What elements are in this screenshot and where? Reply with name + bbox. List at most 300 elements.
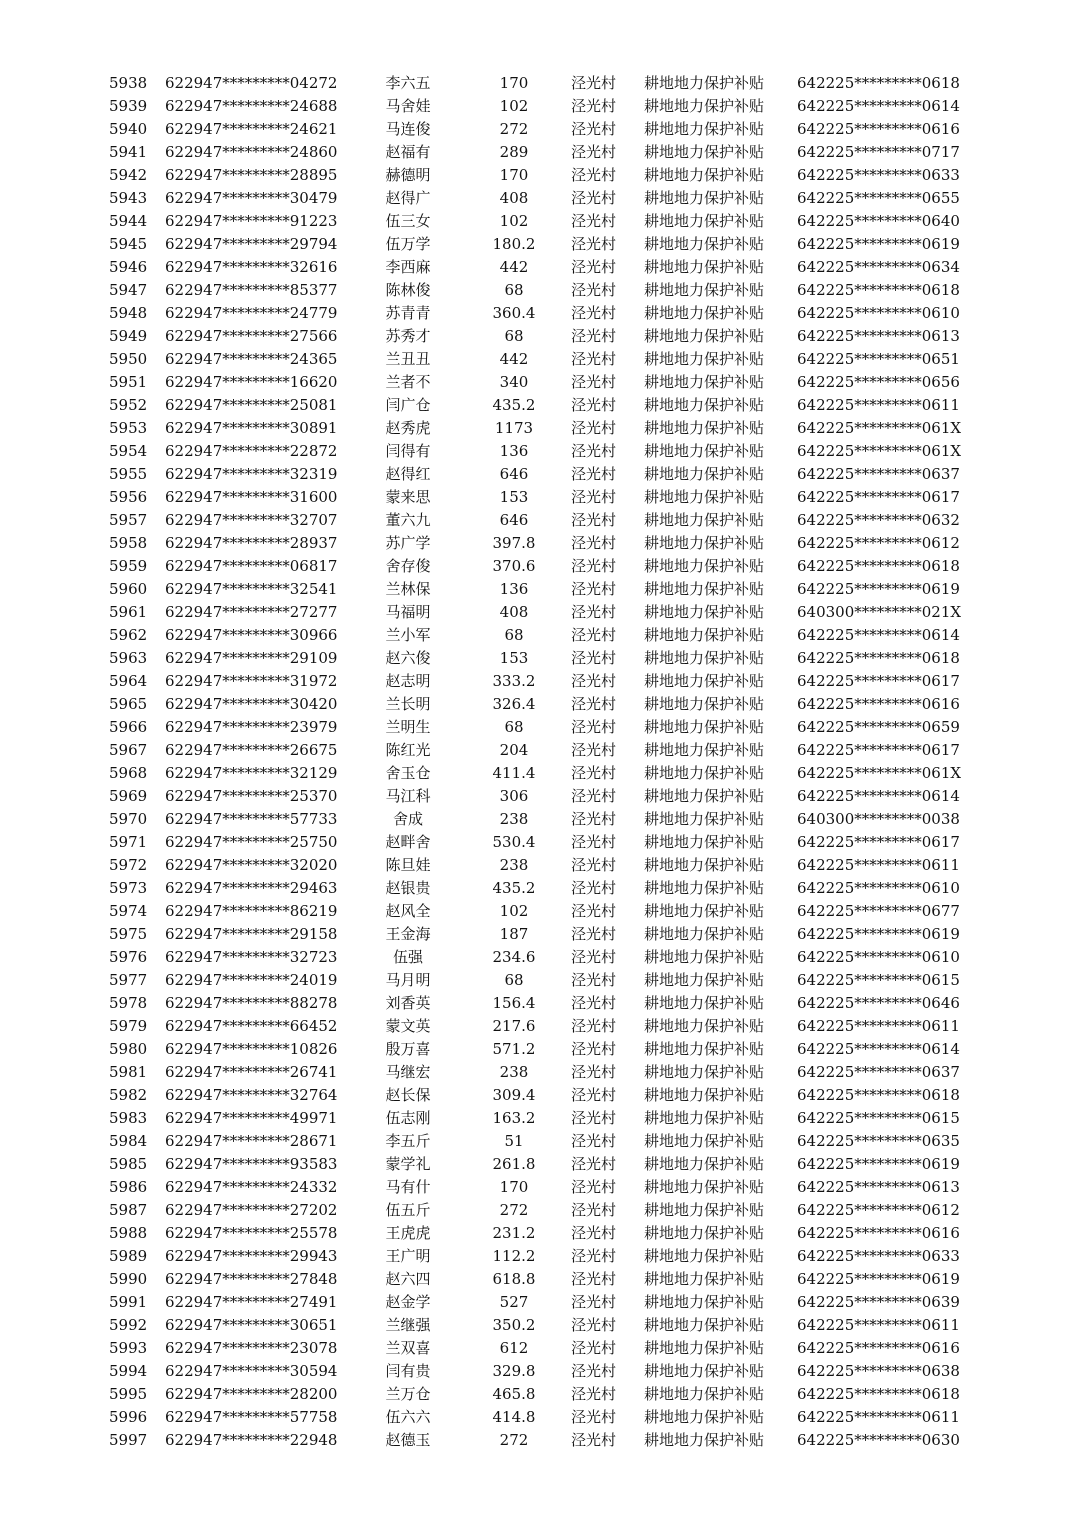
subsidy-type: 耕地地力保护补贴 [644, 649, 765, 667]
row-number: 5988 [109, 1224, 148, 1242]
recipient-name: 兰丑丑 [385, 350, 431, 368]
subsidy-amount: 102 [499, 902, 529, 920]
row-number: 5969 [109, 787, 148, 805]
subsidy-type: 耕地地力保护补贴 [644, 810, 765, 828]
subsidy-table [0, 72, 1074, 1452]
table-row [0, 624, 1074, 647]
bank-card-number: 622947*********24332 [165, 1178, 338, 1196]
subsidy-amount: 231.2 [492, 1224, 536, 1242]
recipient-name: 兰万仓 [385, 1385, 431, 1403]
table-row [0, 1383, 1074, 1406]
id-card-number: 642225*********0610 [797, 948, 960, 966]
bank-card-number: 622947*********16620 [165, 373, 338, 391]
recipient-name: 刘香英 [385, 994, 431, 1012]
row-number: 5960 [109, 580, 148, 598]
row-number: 5968 [109, 764, 148, 782]
id-card-number: 642225*********0632 [797, 511, 960, 529]
table-row [0, 1429, 1074, 1452]
recipient-name: 蒙学礼 [385, 1155, 431, 1173]
row-number: 5970 [109, 810, 148, 828]
subsidy-amount: 170 [499, 74, 529, 92]
subsidy-amount: 527 [499, 1293, 529, 1311]
id-card-number: 642225*********061X [797, 419, 962, 437]
bank-card-number: 622947*********32020 [165, 856, 338, 874]
subsidy-amount: 326.4 [492, 695, 536, 713]
village-name: 泾光村 [571, 718, 617, 736]
subsidy-amount: 618.8 [492, 1270, 536, 1288]
recipient-name: 马连俊 [385, 120, 431, 138]
subsidy-type: 耕地地力保护补贴 [644, 212, 765, 230]
row-number: 5973 [109, 879, 148, 897]
table-row [0, 486, 1074, 509]
bank-card-number: 622947*********10826 [165, 1040, 338, 1058]
subsidy-type: 耕地地力保护补贴 [644, 258, 765, 276]
id-card-number: 642225*********0619 [797, 235, 960, 253]
row-number: 5959 [109, 557, 148, 575]
subsidy-type: 耕地地力保护补贴 [644, 120, 765, 138]
bank-card-number: 622947*********24621 [165, 120, 338, 138]
row-number: 5943 [109, 189, 148, 207]
village-name: 泾光村 [571, 1293, 617, 1311]
village-name: 泾光村 [571, 741, 617, 759]
subsidy-type: 耕地地力保护补贴 [644, 1385, 765, 1403]
subsidy-type: 耕地地力保护补贴 [644, 580, 765, 598]
recipient-name: 兰长明 [385, 695, 431, 713]
subsidy-type: 耕地地力保护补贴 [644, 1063, 765, 1081]
subsidy-type: 耕地地力保护补贴 [644, 557, 765, 575]
subsidy-amount: 238 [499, 810, 529, 828]
table-row [0, 1337, 1074, 1360]
bank-card-number: 622947*********22872 [165, 442, 338, 460]
subsidy-amount: 289 [499, 143, 529, 161]
table-row [0, 877, 1074, 900]
bank-card-number: 622947*********30594 [165, 1362, 338, 1380]
row-number: 5952 [109, 396, 148, 414]
row-number: 5945 [109, 235, 148, 253]
subsidy-amount: 350.2 [492, 1316, 536, 1334]
village-name: 泾光村 [571, 971, 617, 989]
recipient-name: 兰双喜 [385, 1339, 431, 1357]
subsidy-type: 耕地地力保护补贴 [644, 166, 765, 184]
village-name: 泾光村 [571, 1109, 617, 1127]
subsidy-amount: 68 [504, 971, 524, 989]
village-name: 泾光村 [571, 143, 617, 161]
recipient-name: 伍三女 [385, 212, 431, 230]
subsidy-type: 耕地地力保护补贴 [644, 1362, 765, 1380]
recipient-name: 陈旦娃 [385, 856, 431, 874]
recipient-name: 兰继强 [385, 1316, 431, 1334]
bank-card-number: 622947*********26675 [165, 741, 338, 759]
table-row [0, 532, 1074, 555]
subsidy-amount: 411.4 [492, 764, 536, 782]
id-card-number: 642225*********0639 [797, 1293, 960, 1311]
id-card-number: 642225*********0618 [797, 74, 960, 92]
village-name: 泾光村 [571, 1201, 617, 1219]
recipient-name: 马舍娃 [385, 97, 431, 115]
subsidy-amount: 360.4 [492, 304, 536, 322]
subsidy-amount: 170 [499, 166, 529, 184]
bank-card-number: 622947*********25750 [165, 833, 338, 851]
bank-card-number: 622947*********32541 [165, 580, 338, 598]
row-number: 5954 [109, 442, 148, 460]
village-name: 泾光村 [571, 258, 617, 276]
table-row [0, 1314, 1074, 1337]
village-name: 泾光村 [571, 1132, 617, 1150]
village-name: 泾光村 [571, 419, 617, 437]
recipient-name: 苏秀才 [385, 327, 431, 345]
subsidy-type: 耕地地力保护补贴 [644, 948, 765, 966]
subsidy-type: 耕地地力保护补贴 [644, 1247, 765, 1265]
id-card-number: 642225*********0612 [797, 534, 960, 552]
subsidy-amount: 414.8 [492, 1408, 536, 1426]
id-card-number: 642225*********0717 [797, 143, 960, 161]
table-row [0, 762, 1074, 785]
village-name: 泾光村 [571, 787, 617, 805]
village-name: 泾光村 [571, 1224, 617, 1242]
recipient-name: 兰者不 [385, 373, 431, 391]
village-name: 泾光村 [571, 465, 617, 483]
recipient-name: 马有什 [385, 1178, 431, 1196]
row-number: 5980 [109, 1040, 148, 1058]
row-number: 5942 [109, 166, 148, 184]
recipient-name: 苏青青 [385, 304, 431, 322]
bank-card-number: 622947*********26741 [165, 1063, 338, 1081]
id-card-number: 642225*********0635 [797, 1132, 960, 1150]
table-row [0, 1176, 1074, 1199]
subsidy-type: 耕地地力保护补贴 [644, 787, 765, 805]
bank-card-number: 622947*********32319 [165, 465, 338, 483]
bank-card-number: 622947*********32129 [165, 764, 338, 782]
bank-card-number: 622947*********57733 [165, 810, 338, 828]
bank-card-number: 622947*********27848 [165, 1270, 338, 1288]
table-row [0, 739, 1074, 762]
subsidy-amount: 68 [504, 327, 524, 345]
recipient-name: 王虎虎 [385, 1224, 431, 1242]
table-row [0, 647, 1074, 670]
recipient-name: 李西麻 [385, 258, 431, 276]
table-row [0, 394, 1074, 417]
table-row [0, 440, 1074, 463]
village-name: 泾光村 [571, 166, 617, 184]
table-row [0, 1084, 1074, 1107]
subsidy-type: 耕地地力保护补贴 [644, 350, 765, 368]
recipient-name: 李五斤 [385, 1132, 431, 1150]
id-card-number: 642225*********0618 [797, 1385, 960, 1403]
subsidy-amount: 306 [499, 787, 529, 805]
recipient-name: 赫德明 [385, 166, 431, 184]
table-row [0, 1245, 1074, 1268]
subsidy-amount: 68 [504, 626, 524, 644]
row-number: 5946 [109, 258, 148, 276]
table-row [0, 1199, 1074, 1222]
row-number: 5975 [109, 925, 148, 943]
recipient-name: 王金海 [385, 925, 431, 943]
id-card-number: 642225*********0610 [797, 879, 960, 897]
recipient-name: 伍六六 [385, 1408, 431, 1426]
subsidy-type: 耕地地力保护补贴 [644, 1270, 765, 1288]
id-card-number: 642225*********0615 [797, 971, 960, 989]
bank-card-number: 622947*********86219 [165, 902, 338, 920]
village-name: 泾光村 [571, 373, 617, 391]
id-card-number: 642225*********0634 [797, 258, 960, 276]
table-row [0, 95, 1074, 118]
subsidy-amount: 397.8 [492, 534, 536, 552]
id-card-number: 642225*********0611 [797, 1316, 960, 1334]
id-card-number: 640300*********021X [797, 603, 962, 621]
subsidy-type: 耕地地力保护补贴 [644, 373, 765, 391]
id-card-number: 642225*********0618 [797, 281, 960, 299]
recipient-name: 李六五 [385, 74, 431, 92]
id-card-number: 642225*********0611 [797, 1408, 960, 1426]
subsidy-type: 耕地地力保护补贴 [644, 833, 765, 851]
bank-card-number: 622947*********24365 [165, 350, 338, 368]
subsidy-type: 耕地地力保护补贴 [644, 695, 765, 713]
subsidy-amount: 465.8 [492, 1385, 536, 1403]
row-number: 5964 [109, 672, 148, 690]
row-number: 5971 [109, 833, 148, 851]
bank-card-number: 622947*********32764 [165, 1086, 338, 1104]
id-card-number: 642225*********0659 [797, 718, 960, 736]
subsidy-type: 耕地地力保护补贴 [644, 1132, 765, 1150]
id-card-number: 642225*********0613 [797, 1178, 960, 1196]
subsidy-amount: 112.2 [492, 1247, 536, 1265]
table-row [0, 923, 1074, 946]
subsidy-amount: 261.8 [492, 1155, 536, 1173]
bank-card-number: 622947*********24779 [165, 304, 338, 322]
row-number: 5982 [109, 1086, 148, 1104]
id-card-number: 642225*********0610 [797, 304, 960, 322]
bank-card-number: 622947*********27202 [165, 1201, 338, 1219]
village-name: 泾光村 [571, 580, 617, 598]
village-name: 泾光村 [571, 350, 617, 368]
subsidy-type: 耕地地力保护补贴 [644, 189, 765, 207]
subsidy-type: 耕地地力保护补贴 [644, 143, 765, 161]
id-card-number: 642225*********0638 [797, 1362, 960, 1380]
village-name: 泾光村 [571, 1362, 617, 1380]
row-number: 5986 [109, 1178, 148, 1196]
id-card-number: 642225*********0618 [797, 557, 960, 575]
recipient-name: 赵六俊 [385, 649, 431, 667]
table-row [0, 1222, 1074, 1245]
recipient-name: 赵畔舍 [385, 833, 431, 851]
id-card-number: 642225*********0616 [797, 1339, 960, 1357]
village-name: 泾光村 [571, 994, 617, 1012]
bank-card-number: 622947*********29158 [165, 925, 338, 943]
bank-card-number: 622947*********93583 [165, 1155, 338, 1173]
subsidy-amount: 170 [499, 1178, 529, 1196]
row-number: 5997 [109, 1431, 148, 1449]
bank-card-number: 622947*********25081 [165, 396, 338, 414]
table-row [0, 371, 1074, 394]
recipient-name: 赵志明 [385, 672, 431, 690]
subsidy-type: 耕地地力保护补贴 [644, 235, 765, 253]
subsidy-amount: 408 [499, 603, 529, 621]
table-row [0, 1406, 1074, 1429]
subsidy-type: 耕地地力保护补贴 [644, 879, 765, 897]
subsidy-amount: 204 [499, 741, 529, 759]
table-row [0, 233, 1074, 256]
subsidy-type: 耕地地力保护补贴 [644, 672, 765, 690]
subsidy-amount: 571.2 [492, 1040, 536, 1058]
village-name: 泾光村 [571, 649, 617, 667]
subsidy-type: 耕地地力保护补贴 [644, 97, 765, 115]
recipient-name: 蒙来思 [385, 488, 431, 506]
id-card-number: 642225*********0646 [797, 994, 960, 1012]
id-card-number: 642225*********0614 [797, 97, 960, 115]
recipient-name: 赵长保 [385, 1086, 431, 1104]
bank-card-number: 622947*********66452 [165, 1017, 338, 1035]
id-card-number: 642225*********0630 [797, 1431, 960, 1449]
subsidy-type: 耕地地力保护补贴 [644, 994, 765, 1012]
id-card-number: 642225*********0617 [797, 833, 960, 851]
village-name: 泾光村 [571, 902, 617, 920]
row-number: 5947 [109, 281, 148, 299]
id-card-number: 642225*********0619 [797, 925, 960, 943]
bank-card-number: 622947*********31972 [165, 672, 338, 690]
row-number: 5987 [109, 1201, 148, 1219]
subsidy-type: 耕地地力保护补贴 [644, 1201, 765, 1219]
village-name: 泾光村 [571, 1247, 617, 1265]
row-number: 5955 [109, 465, 148, 483]
table-row [0, 808, 1074, 831]
recipient-name: 赵福有 [385, 143, 431, 161]
subsidy-type: 耕地地力保护补贴 [644, 1086, 765, 1104]
row-number: 5953 [109, 419, 148, 437]
subsidy-amount: 333.2 [492, 672, 536, 690]
row-number: 5989 [109, 1247, 148, 1265]
row-number: 5940 [109, 120, 148, 138]
id-card-number: 642225*********0616 [797, 120, 960, 138]
bank-card-number: 622947*********29794 [165, 235, 338, 253]
bank-card-number: 622947*********25370 [165, 787, 338, 805]
recipient-name: 陈林俊 [385, 281, 431, 299]
village-name: 泾光村 [571, 1178, 617, 1196]
bank-card-number: 622947*********27491 [165, 1293, 338, 1311]
recipient-name: 闫广仓 [385, 396, 431, 414]
village-name: 泾光村 [571, 810, 617, 828]
subsidy-type: 耕地地力保护补贴 [644, 1339, 765, 1357]
id-card-number: 642225*********061X [797, 764, 962, 782]
subsidy-amount: 442 [499, 350, 529, 368]
table-row [0, 969, 1074, 992]
recipient-name: 赵得广 [385, 189, 431, 207]
subsidy-amount: 272 [499, 120, 529, 138]
bank-card-number: 622947*********28671 [165, 1132, 338, 1150]
village-name: 泾光村 [571, 1339, 617, 1357]
subsidy-type: 耕地地力保护补贴 [644, 718, 765, 736]
row-number: 5979 [109, 1017, 148, 1035]
village-name: 泾光村 [571, 1408, 617, 1426]
subsidy-type: 耕地地力保护补贴 [644, 488, 765, 506]
subsidy-amount: 530.4 [492, 833, 536, 851]
recipient-name: 马江科 [385, 787, 431, 805]
subsidy-amount: 238 [499, 856, 529, 874]
row-number: 5976 [109, 948, 148, 966]
subsidy-type: 耕地地力保护补贴 [644, 304, 765, 322]
village-name: 泾光村 [571, 879, 617, 897]
village-name: 泾光村 [571, 626, 617, 644]
bank-card-number: 622947*********29463 [165, 879, 338, 897]
table-row [0, 348, 1074, 371]
village-name: 泾光村 [571, 1040, 617, 1058]
id-card-number: 642225*********0633 [797, 166, 960, 184]
row-number: 5996 [109, 1408, 148, 1426]
subsidy-type: 耕地地力保护补贴 [644, 971, 765, 989]
subsidy-type: 耕地地力保护补贴 [644, 1431, 765, 1449]
subsidy-amount: 234.6 [492, 948, 536, 966]
recipient-name: 赵得红 [385, 465, 431, 483]
subsidy-amount: 370.6 [492, 557, 536, 575]
table-row [0, 900, 1074, 923]
recipient-name: 兰林保 [385, 580, 431, 598]
bank-card-number: 622947*********27277 [165, 603, 338, 621]
subsidy-amount: 612 [499, 1339, 529, 1357]
village-name: 泾光村 [571, 74, 617, 92]
id-card-number: 642225*********0656 [797, 373, 960, 391]
subsidy-amount: 272 [499, 1201, 529, 1219]
table-row [0, 1038, 1074, 1061]
recipient-name: 伍万学 [385, 235, 431, 253]
table-row [0, 256, 1074, 279]
village-name: 泾光村 [571, 327, 617, 345]
subsidy-amount: 309.4 [492, 1086, 536, 1104]
village-name: 泾光村 [571, 603, 617, 621]
table-row [0, 1291, 1074, 1314]
bank-card-number: 622947*********22948 [165, 1431, 338, 1449]
subsidy-type: 耕地地力保护补贴 [644, 74, 765, 92]
table-row [0, 325, 1074, 348]
recipient-name: 蒙文英 [385, 1017, 431, 1035]
village-name: 泾光村 [571, 281, 617, 299]
subsidy-type: 耕地地力保护补贴 [644, 1178, 765, 1196]
village-name: 泾光村 [571, 1431, 617, 1449]
id-card-number: 642225*********0617 [797, 741, 960, 759]
recipient-name: 董六九 [385, 511, 431, 529]
row-number: 5966 [109, 718, 148, 736]
bank-card-number: 622947*********06817 [165, 557, 338, 575]
id-card-number: 642225*********0614 [797, 626, 960, 644]
table-row [0, 992, 1074, 1015]
subsidy-amount: 217.6 [492, 1017, 536, 1035]
subsidy-amount: 272 [499, 1431, 529, 1449]
id-card-number: 642225*********0614 [797, 787, 960, 805]
table-row [0, 785, 1074, 808]
bank-card-number: 622947*********25578 [165, 1224, 338, 1242]
row-number: 5950 [109, 350, 148, 368]
village-name: 泾光村 [571, 1017, 617, 1035]
bank-card-number: 622947*********29109 [165, 649, 338, 667]
recipient-name: 赵秀虎 [385, 419, 431, 437]
subsidy-amount: 646 [499, 511, 529, 529]
subsidy-amount: 435.2 [492, 879, 536, 897]
row-number: 5977 [109, 971, 148, 989]
village-name: 泾光村 [571, 97, 617, 115]
row-number: 5962 [109, 626, 148, 644]
table-row [0, 463, 1074, 486]
row-number: 5957 [109, 511, 148, 529]
subsidy-amount: 51 [504, 1132, 524, 1150]
table-row [0, 279, 1074, 302]
subsidy-type: 耕地地力保护补贴 [644, 327, 765, 345]
id-card-number: 642225*********0637 [797, 1063, 960, 1081]
recipient-name: 闫有贵 [385, 1362, 431, 1380]
bank-card-number: 622947*********57758 [165, 1408, 338, 1426]
subsidy-amount: 102 [499, 97, 529, 115]
id-card-number: 642225*********0616 [797, 1224, 960, 1242]
village-name: 泾光村 [571, 511, 617, 529]
village-name: 泾光村 [571, 1316, 617, 1334]
subsidy-type: 耕地地力保护补贴 [644, 741, 765, 759]
